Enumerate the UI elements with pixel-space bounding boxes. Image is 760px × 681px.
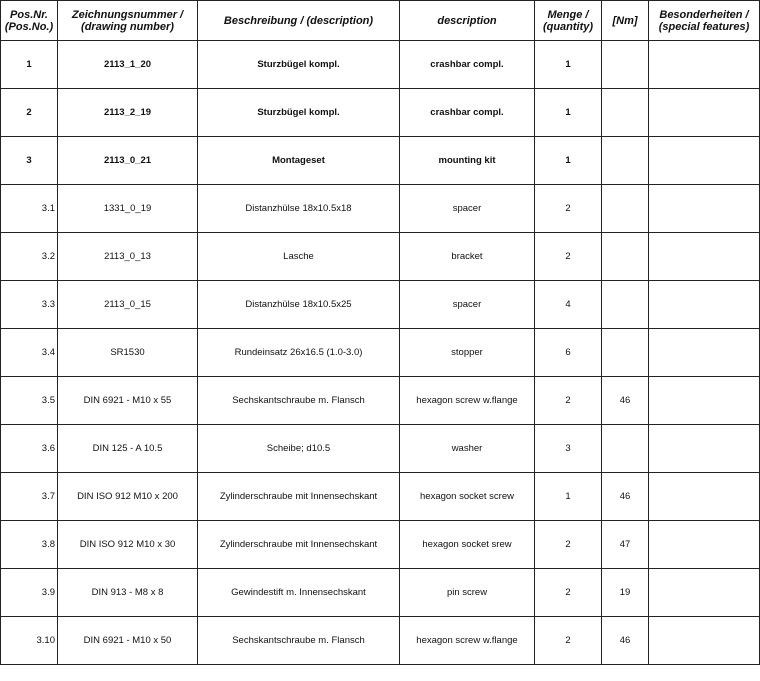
cell-pos: 3.8 (1, 521, 58, 569)
cell-description: spacer (400, 281, 535, 329)
cell-nm (602, 281, 649, 329)
cell-description: crashbar compl. (400, 89, 535, 137)
cell-beschreibung: Gewindestift m. Innensechskant (198, 569, 400, 617)
cell-drawing-number: DIN ISO 912 M10 x 200 (58, 473, 198, 521)
header-special-features: Besonderheiten / (special features) (649, 1, 760, 41)
cell-description: crashbar compl. (400, 41, 535, 89)
cell-quantity: 1 (535, 89, 602, 137)
cell-drawing-number: SR1530 (58, 329, 198, 377)
table-row (1, 521, 760, 569)
cell-special-features (649, 233, 760, 281)
cell-quantity: 2 (535, 617, 602, 665)
cell-beschreibung: Distanzhülse 18x10.5x25 (198, 281, 400, 329)
cell-description: washer (400, 425, 535, 473)
cell-nm (602, 89, 649, 137)
cell-quantity: 2 (535, 377, 602, 425)
cell-special-features (649, 569, 760, 617)
cell-special-features (649, 521, 760, 569)
cell-drawing-number: 2113_0_13 (58, 233, 198, 281)
cell-pos: 3.7 (1, 473, 58, 521)
cell-quantity: 1 (535, 473, 602, 521)
cell-quantity: 1 (535, 41, 602, 89)
cell-special-features (649, 329, 760, 377)
cell-drawing-number: DIN 6921 - M10 x 50 (58, 617, 198, 665)
header-quantity: Menge / (quantity) (535, 1, 602, 41)
cell-special-features (649, 425, 760, 473)
cell-pos: 3.5 (1, 377, 58, 425)
header-drawing-number: Zeichnungsnummer / (drawing number) (58, 1, 198, 41)
cell-drawing-number: 2113_0_21 (58, 137, 198, 185)
cell-nm: 47 (602, 521, 649, 569)
cell-drawing-number: 2113_1_20 (58, 41, 198, 89)
table-row (1, 617, 760, 665)
cell-beschreibung: Lasche (198, 233, 400, 281)
cell-drawing-number: DIN ISO 912 M10 x 30 (58, 521, 198, 569)
cell-quantity: 2 (535, 521, 602, 569)
cell-drawing-number: 2113_2_19 (58, 89, 198, 137)
cell-nm (602, 137, 649, 185)
cell-nm: 46 (602, 473, 649, 521)
cell-beschreibung: Sechskantschraube m. Flansch (198, 377, 400, 425)
table-row (1, 425, 760, 473)
table-row (1, 473, 760, 521)
cell-description: mounting kit (400, 137, 535, 185)
cell-pos: 3.2 (1, 233, 58, 281)
cell-drawing-number: DIN 913 - M8 x 8 (58, 569, 198, 617)
table-row (1, 89, 760, 137)
cell-nm: 19 (602, 569, 649, 617)
cell-pos: 3.6 (1, 425, 58, 473)
cell-drawing-number: DIN 125 - A 10.5 (58, 425, 198, 473)
cell-beschreibung: Zylinderschraube mit Innensechskant (198, 473, 400, 521)
table-header-row (1, 1, 760, 41)
cell-description: pin screw (400, 569, 535, 617)
table-row (1, 569, 760, 617)
cell-nm (602, 329, 649, 377)
cell-pos: 3.4 (1, 329, 58, 377)
cell-special-features (649, 137, 760, 185)
cell-description: hexagon socket screw (400, 473, 535, 521)
cell-special-features (649, 89, 760, 137)
cell-special-features (649, 473, 760, 521)
cell-pos: 1 (1, 41, 58, 89)
cell-description: bracket (400, 233, 535, 281)
cell-beschreibung: Montageset (198, 137, 400, 185)
cell-pos: 3.10 (1, 617, 58, 665)
cell-special-features (649, 185, 760, 233)
header-nm: [Nm] (602, 1, 649, 41)
cell-special-features (649, 281, 760, 329)
cell-description: hexagon socket srew (400, 521, 535, 569)
cell-quantity: 6 (535, 329, 602, 377)
cell-description: hexagon screw w.flange (400, 377, 535, 425)
cell-quantity: 3 (535, 425, 602, 473)
cell-beschreibung: Distanzhülse 18x10.5x18 (198, 185, 400, 233)
cell-nm (602, 41, 649, 89)
cell-special-features (649, 41, 760, 89)
header-beschreibung: Beschreibung / (description) (198, 1, 400, 41)
cell-description: hexagon screw w.flange (400, 617, 535, 665)
cell-quantity: 1 (535, 137, 602, 185)
table-row (1, 233, 760, 281)
table-row (1, 281, 760, 329)
cell-nm: 46 (602, 617, 649, 665)
cell-beschreibung: Sturzbügel kompl. (198, 41, 400, 89)
cell-pos: 3.9 (1, 569, 58, 617)
cell-beschreibung: Sturzbügel kompl. (198, 89, 400, 137)
cell-drawing-number: 1331_0_19 (58, 185, 198, 233)
cell-beschreibung: Zylinderschraube mit Innensechskant (198, 521, 400, 569)
header-description: description (400, 1, 535, 41)
cell-quantity: 2 (535, 569, 602, 617)
cell-description: stopper (400, 329, 535, 377)
cell-quantity: 4 (535, 281, 602, 329)
table-row (1, 377, 760, 425)
cell-special-features (649, 377, 760, 425)
table-row (1, 329, 760, 377)
header-pos: Pos.Nr. (Pos.No.) (1, 1, 58, 41)
cell-pos: 3 (1, 137, 58, 185)
cell-beschreibung: Sechskantschraube m. Flansch (198, 617, 400, 665)
cell-special-features (649, 617, 760, 665)
cell-beschreibung: Scheibe; d10.5 (198, 425, 400, 473)
table-row (1, 185, 760, 233)
cell-drawing-number: 2113_0_15 (58, 281, 198, 329)
cell-beschreibung: Rundeinsatz 26x16.5 (1.0-3.0) (198, 329, 400, 377)
cell-pos: 2 (1, 89, 58, 137)
cell-description: spacer (400, 185, 535, 233)
cell-drawing-number: DIN 6921 - M10 x 55 (58, 377, 198, 425)
cell-quantity: 2 (535, 233, 602, 281)
table-row (1, 41, 760, 89)
cell-nm (602, 233, 649, 281)
cell-nm (602, 425, 649, 473)
table-row (1, 137, 760, 185)
cell-quantity: 2 (535, 185, 602, 233)
cell-pos: 3.1 (1, 185, 58, 233)
cell-nm: 46 (602, 377, 649, 425)
cell-nm (602, 185, 649, 233)
cell-pos: 3.3 (1, 281, 58, 329)
